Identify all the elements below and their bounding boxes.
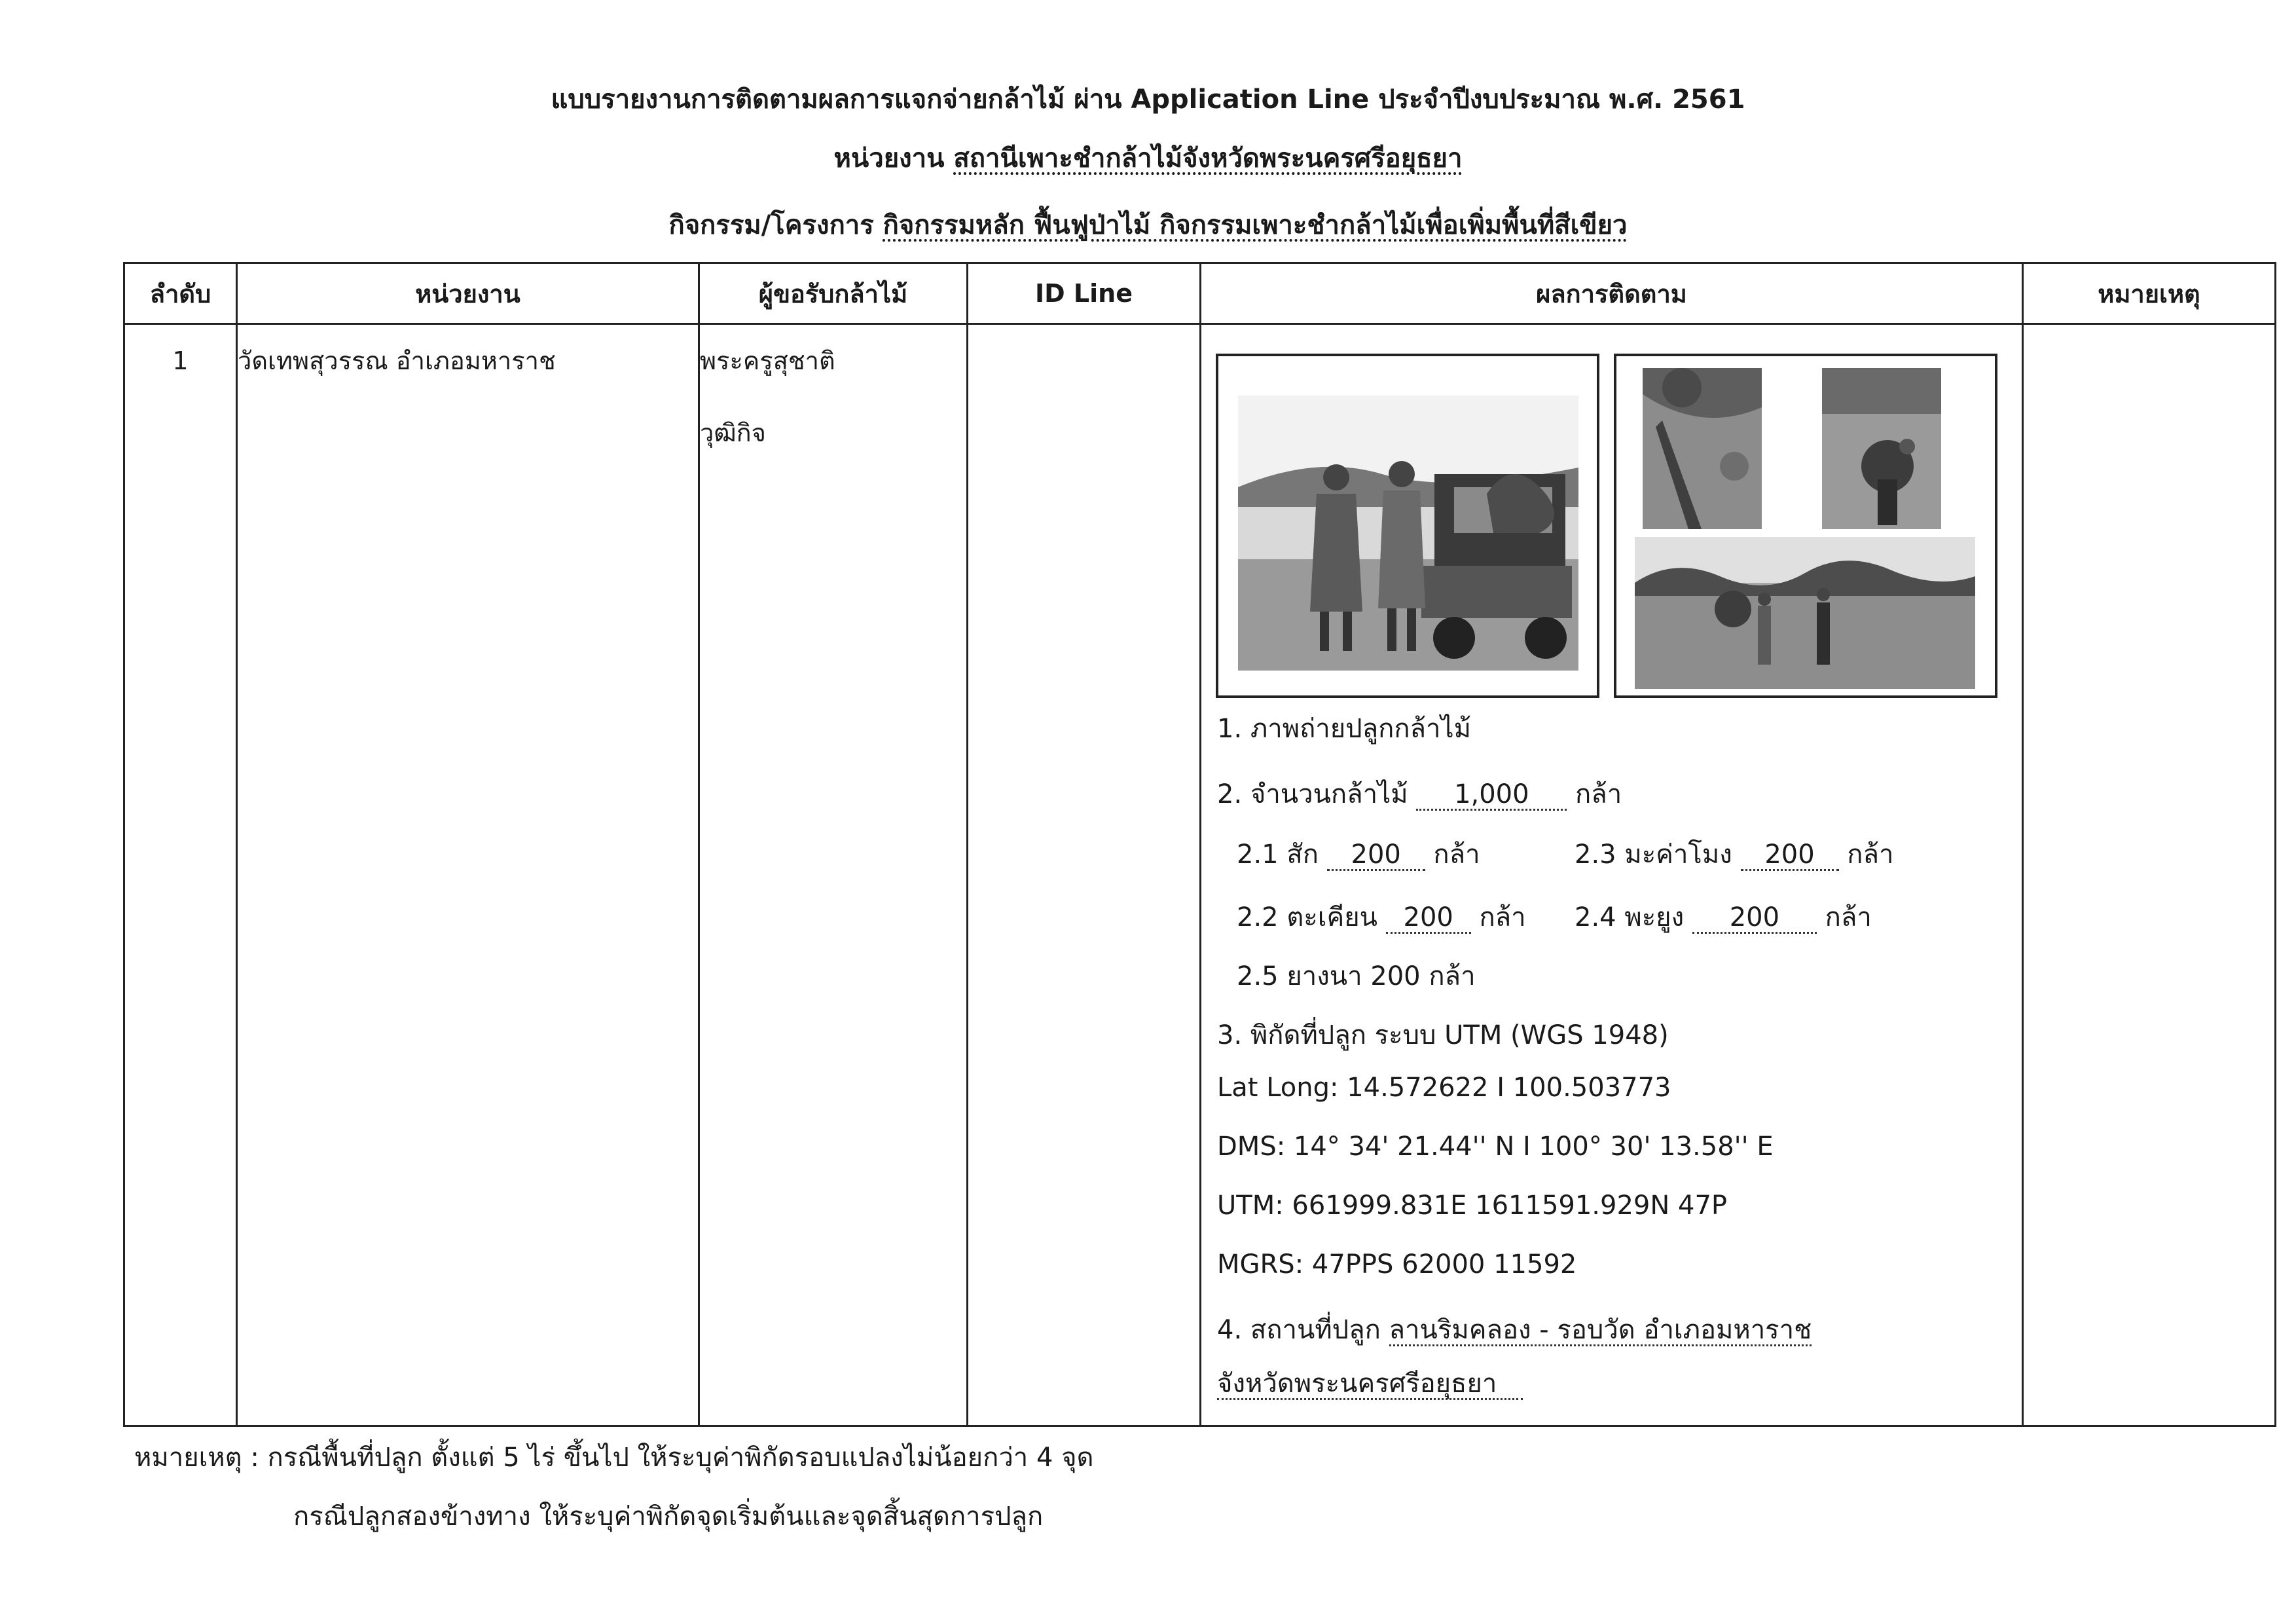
table-header-row <box>124 263 2276 324</box>
col-header-result: ผลการติดตาม <box>1201 263 2023 324</box>
species-line-2 <box>1237 896 1526 938</box>
photo-planting-1 <box>1643 368 1762 529</box>
activity-label: กิจกรรม/โครงการ <box>668 210 874 240</box>
agency-value: สถานีเพาะชำกล้าไม้จังหวัดพระนครศรีอยุธยา <box>953 143 1463 174</box>
photo-monks-truck <box>1238 396 1578 671</box>
row-result <box>1201 324 2023 1426</box>
table-row <box>124 324 2276 1426</box>
count-line <box>1217 773 1622 815</box>
species-line-1 <box>1237 833 1480 875</box>
species-value: 200 <box>1741 840 1839 871</box>
photo-planting-2 <box>1822 368 1941 529</box>
species-line-5: 2.5 ยางนา 200 กล้า <box>1237 961 1476 991</box>
col-header-index: ลำดับ <box>124 263 237 324</box>
place-value-2: จังหวัดพระนครศรีอยุธยา <box>1217 1369 1523 1400</box>
report-title: แบบรายงานการติดตามผลการแจกจ่ายกล้าไม้ ผ่าน Application Line ประจำปีงบประมาณ พ.ศ. 2561 <box>551 84 1745 115</box>
coord-latlong: Lat Long: 14.572622 I 100.503773 <box>1217 1073 1671 1103</box>
coord-mgrs: MGRS: 47PPS 62000 11592 <box>1217 1249 1577 1280</box>
species-value: 200 <box>1692 903 1817 934</box>
coord-title: 3. พิกัดที่ปลูก ระบบ UTM (WGS 1948) <box>1217 1020 1669 1050</box>
place-value-1: ลานริมคลอง - รอบวัด อำเภอมหาราช <box>1389 1315 1812 1345</box>
species-line-3 <box>1575 833 1893 875</box>
row-remark <box>2023 324 2276 1426</box>
col-header-unit: หน่วยงาน <box>237 263 699 324</box>
activity-line <box>0 210 2296 241</box>
count-label: 2. จำนวนกล้าไม้ <box>1217 779 1408 809</box>
activity-value: กิจกรรมหลัก ฟื้นฟูป่าไม้ กิจกรรมเพาะชำกล้าไม้เพื่อเพิ่มพื้นที่สีเขียว <box>883 210 1628 240</box>
row-unit <box>237 324 699 1426</box>
requester-line-2: วุฒิกิจ <box>700 418 766 447</box>
coord-utm: UTM: 661999.831E 1611591.929N 47P <box>1217 1190 1728 1221</box>
place-label: 4. สถานที่ปลูก <box>1217 1315 1381 1345</box>
place-line-1 <box>1217 1308 1812 1350</box>
photo-frame-left <box>1216 354 1599 698</box>
species-label: 2.2 ตะเคียน <box>1237 902 1377 932</box>
species-unit: กล้า <box>1433 840 1480 870</box>
col-header-requester: ผู้ขอรับกล้าไม้ <box>699 263 968 324</box>
place-line-2 <box>1217 1369 1523 1400</box>
coord-dms: DMS: 14° 34' 21.44'' N I 100° 30' 13.58'' E <box>1217 1132 1774 1162</box>
species-value: 200 <box>1386 903 1471 934</box>
col-header-id-line: ID Line <box>968 263 1201 324</box>
report-table <box>123 262 2276 1427</box>
species-value: 200 <box>1327 840 1425 871</box>
photo-caption: 1. ภาพถ่ายปลูกกล้าไม้ <box>1217 714 1471 744</box>
footnote-line-2: กรณีปลูกสองข้างทาง ให้ระบุค่าพิกัดจุดเริ่มต้นและจุดสิ้นสุดการปลูก <box>293 1502 1044 1532</box>
species-unit: กล้า <box>1847 840 1894 870</box>
unit-text: วัดเทพสุวรรณ อำเภอมหาราช <box>238 346 556 375</box>
photo-planting-3 <box>1635 537 1975 689</box>
requester-line-1: พระครูสุชาติ <box>700 346 835 375</box>
agency-line <box>0 143 2296 174</box>
species-unit: กล้า <box>1479 902 1526 932</box>
count-value: 1,000 <box>1416 780 1567 811</box>
species-unit: กล้า <box>1825 902 1872 932</box>
row-id-line <box>968 324 1201 1426</box>
count-unit: กล้า <box>1575 779 1622 809</box>
row-requester <box>699 324 968 1426</box>
col-header-remark: หมายเหตุ <box>2023 263 2276 324</box>
photo-frame-right <box>1614 354 1997 698</box>
species-line-4 <box>1575 896 1872 938</box>
agency-label: หน่วยงาน <box>833 143 945 174</box>
species-label: 2.3 มะค่าโมง <box>1575 840 1732 870</box>
row-index: 1 <box>124 324 237 1426</box>
footnote-line-1: หมายเหตุ : กรณีพื้นที่ปลูก ตั้งแต่ 5 ไร่ ขึ้นไป ให้ระบุค่าพิกัดรอบแปลงไม่น้อยกว่า 4 จุด <box>134 1443 1094 1473</box>
species-label: 2.4 พะยูง <box>1575 902 1685 932</box>
species-label: 2.1 สัก <box>1237 840 1319 870</box>
